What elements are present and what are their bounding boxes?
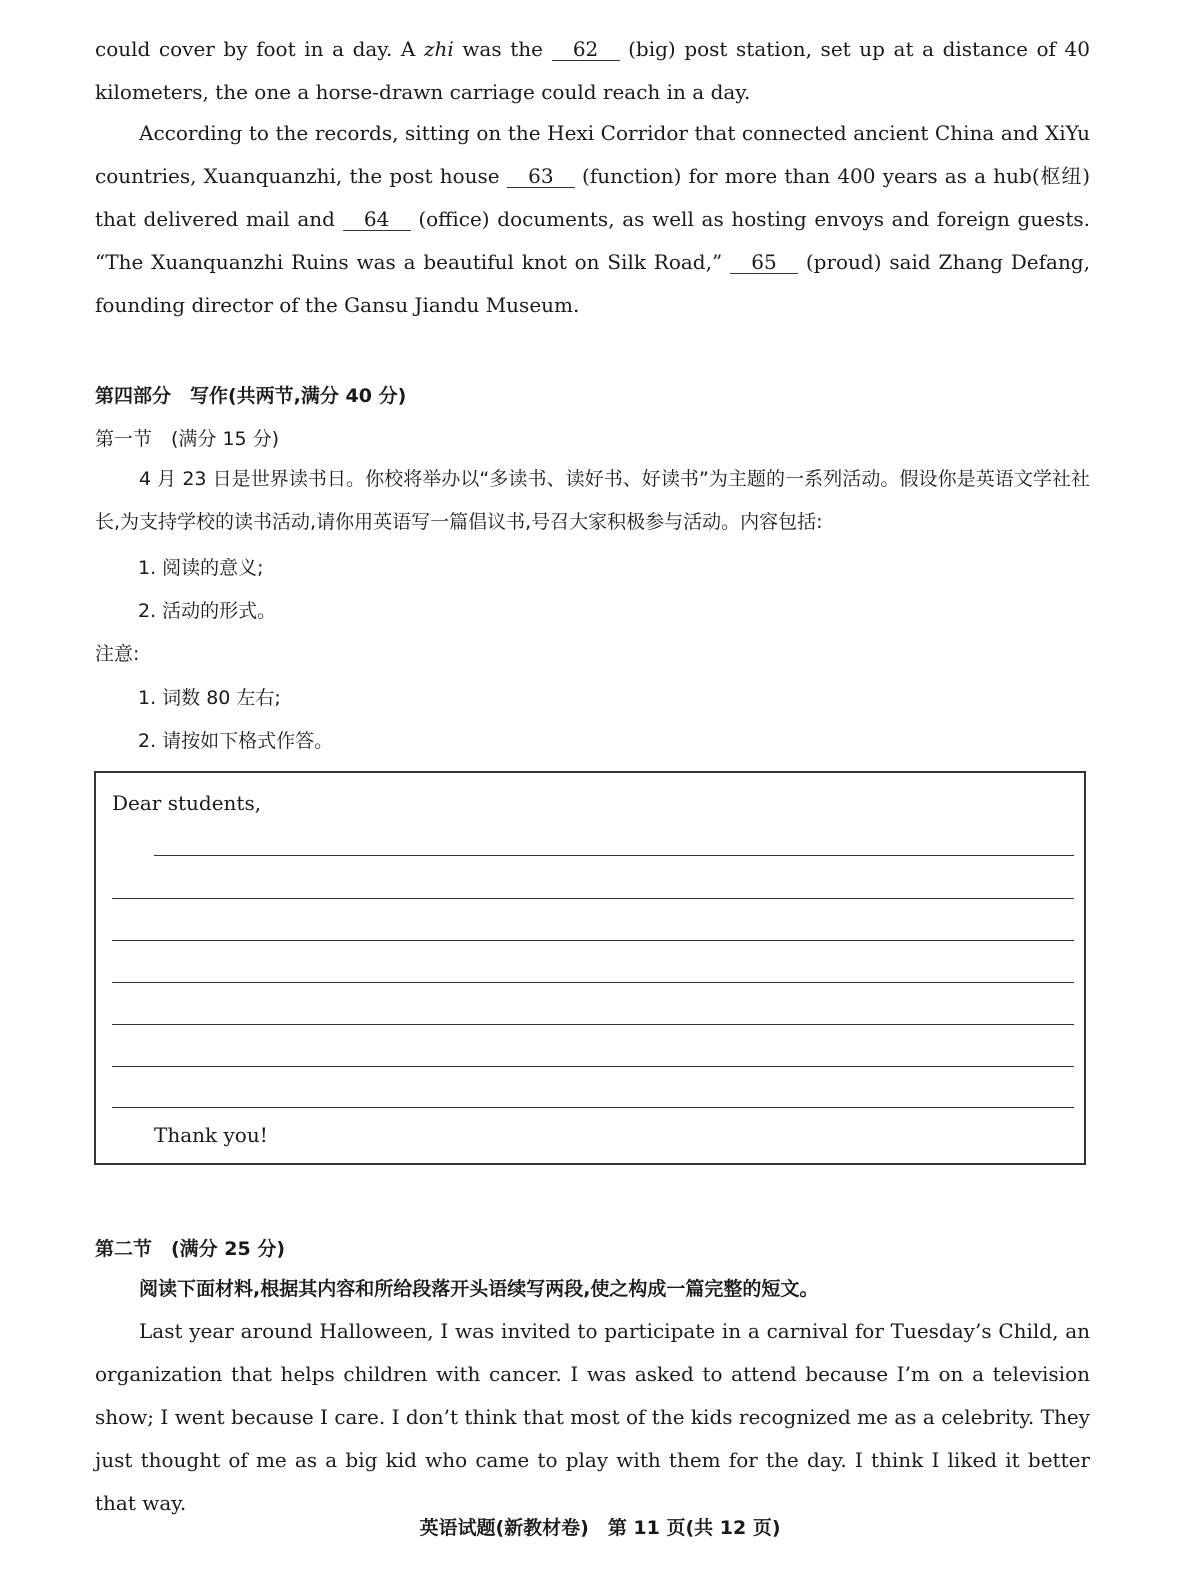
- writing-line[interactable]: [112, 1066, 1074, 1067]
- section2-prompt: 阅读下面材料,根据其内容和所给段落开头语续写两段,使之构成一篇完整的短文。: [139, 1278, 819, 1300]
- passage-paragraph-2: [95, 112, 1090, 327]
- writing-line[interactable]: [112, 1107, 1074, 1108]
- content-item-1: 1. 阅读的意义;: [138, 557, 264, 579]
- section2-title: 第二节 (满分 25 分): [95, 1238, 286, 1260]
- passage-text: (big) post station, set up at a distance of 40 kilometers, the one a horse-drawn carriage could reach in a day.: [95, 37, 1090, 104]
- page-footer: 英语试题(新教材卷) 第 11 页(共 12 页): [419, 1517, 781, 1539]
- writing-line[interactable]: [112, 1024, 1074, 1025]
- passage-text: was the: [453, 37, 552, 61]
- blank-65[interactable]: 65: [730, 251, 798, 274]
- writing-line[interactable]: [154, 855, 1074, 856]
- letter-closing: Thank you!: [154, 1123, 268, 1147]
- writing-line[interactable]: [112, 898, 1074, 899]
- passage-text: (proud) said Zhang Defang, founding director of the Gansu Jiandu Museum.: [95, 250, 1091, 317]
- letter-greeting: Dear students,: [112, 791, 262, 815]
- writing-line[interactable]: [112, 940, 1074, 941]
- section2-passage: Last year around Halloween, I was invited to participate in a carnival for Tuesday’s Child, an organization that helps children with cancer. I was asked to attend because I’m on a television show; I went because I care. I don’t think that most of the kids recognized me as a celebrity. They just thought of me as a big kid who came to play with them for the day. I think I liked it better that way.: [95, 1319, 1090, 1515]
- section1-prompt: 4 月 23 日是世界读书日。你校将举办以“多读书、读好书、好读书”为主题的一系列活动。假设你是英语文学社社长,为支持学校的读书活动,请你用英语写一篇倡议书,号召大家积极参与活动。内容包括:: [95, 468, 1090, 533]
- note-label: 注意:: [95, 643, 140, 665]
- passage-text: could cover by foot in a day. A: [95, 37, 424, 61]
- section1-title: 第一节 (满分 15 分): [95, 428, 280, 450]
- passage-text: (office) documents, as well as hosting envoys and foreign guests. “The Xuanquanzhi Ruins was a beautiful knot on Silk Road,”: [95, 207, 1090, 274]
- writing-line[interactable]: [112, 982, 1074, 983]
- passage-term-zhi: zhi: [423, 37, 454, 61]
- note-item-2: 2. 请按如下格式作答。: [138, 730, 334, 752]
- note-item-1: 1. 词数 80 左右;: [138, 687, 281, 709]
- part4-heading: 第四部分 写作(共两节,满分 40 分): [95, 385, 407, 407]
- passage-text: (function) for more than 400 years as a hub(枢纽) that delivered mail and: [95, 164, 1090, 231]
- blank-63[interactable]: 63: [507, 165, 575, 188]
- passage-paragraph-1: [95, 28, 1090, 114]
- blank-62[interactable]: 62: [552, 38, 620, 61]
- passage-text: According to the records, sitting on the Hexi Corridor that connected ancient China and XiYu countries, Xuanquanzhi, the post house: [95, 121, 1090, 188]
- content-item-2: 2. 活动的形式。: [138, 600, 277, 622]
- blank-64[interactable]: 64: [343, 208, 411, 231]
- answer-box[interactable]: [94, 771, 1086, 1165]
